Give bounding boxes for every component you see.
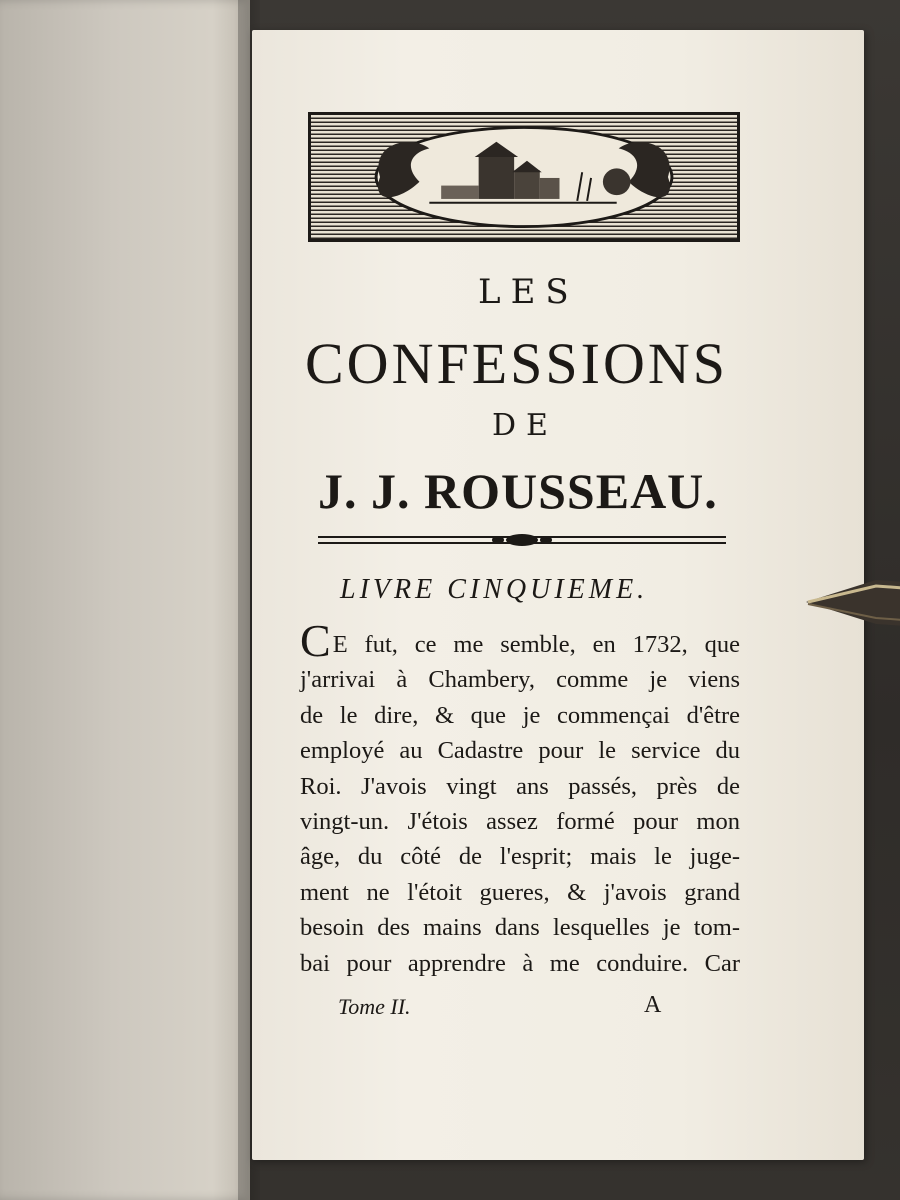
engraved-headpiece (308, 112, 740, 242)
title-de: DE (492, 408, 558, 443)
book-heading: LIVRE CINQUIEME. (340, 574, 649, 605)
body-line: Roi. J'avois vingt ans passés, près de (300, 772, 740, 800)
title-les: LES (478, 272, 579, 312)
signature-line: Tome II. (338, 994, 411, 1019)
title-author: J. J. ROUSSEAU. (318, 463, 718, 519)
body-line: besoin des mains dans lesquelles je tom- (300, 914, 740, 942)
body-line: vingt-un. J'étois assez formé pour mon (300, 808, 740, 836)
body-line: de le dire, & que je commençai d'être (300, 701, 740, 729)
headpiece-engraving (311, 115, 737, 239)
drop-cap: C (300, 615, 331, 666)
title-confessions: CONFESSIONS (305, 331, 728, 396)
body-line: âge, du côté de l'esprit; mais le juge- (300, 843, 740, 871)
signature-mark: A (644, 992, 662, 1018)
ornamental-rule (318, 532, 726, 548)
page-pointer (806, 572, 900, 636)
body-line: j'arrivai à Chambery, comme je viens (300, 666, 740, 694)
body-line: bai pour apprendre à me conduire. Car (300, 949, 740, 977)
body-line: ment ne l'étoit gueres, & j'avois grand (300, 878, 740, 906)
body-line: CE fut, ce me semble, en 1732, que (300, 615, 740, 666)
body-text (300, 615, 740, 981)
body-line: employé au Cadastre pour le service du (300, 737, 740, 765)
left-page (0, 0, 250, 1200)
